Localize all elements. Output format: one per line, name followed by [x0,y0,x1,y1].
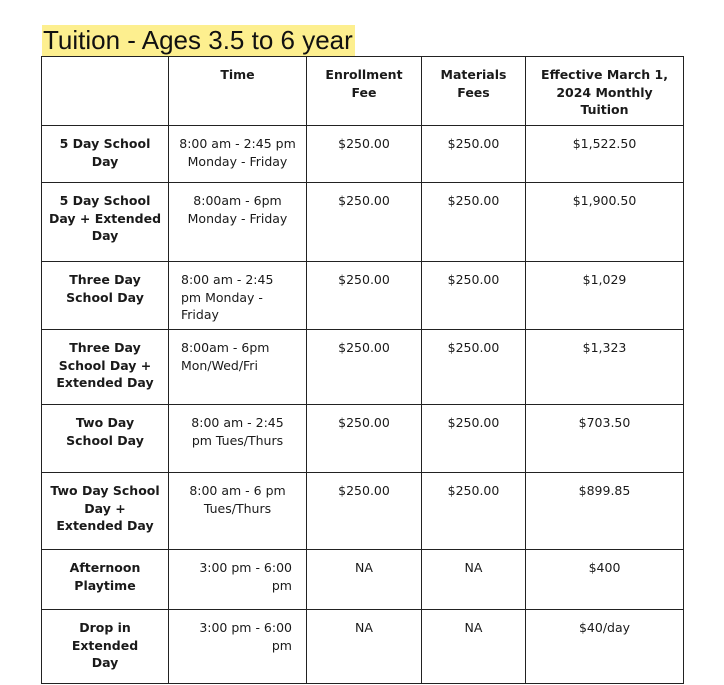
monthly-tuition: $1,029 [526,262,684,330]
table-row [42,610,684,684]
program-time: 8:00 am - 2:45 pm Monday - Friday [169,262,307,330]
program-time: 8:00am - 6pm Mon/Wed/Fri [169,330,307,405]
materials-fee: $250.00 [422,183,526,262]
materials-fee: NA [422,550,526,610]
program-time: 8:00 am - 6 pm Tues/Thurs [169,473,307,550]
table-row [42,183,684,262]
materials-fee: NA [422,610,526,684]
program-time: 3:00 pm - 6:00 pm [169,550,307,610]
table-row [42,126,684,183]
program-time: 8:00 am - 2:45 pm Monday - Friday [169,126,307,183]
tuition-table [41,56,684,684]
monthly-tuition: $899.85 [526,473,684,550]
table-row [42,405,684,473]
monthly-tuition: $703.50 [526,405,684,473]
document-title: Tuition - Ages 3.5 to 6 year [43,25,353,55]
program-name: Three Day School Day [42,262,169,330]
program-name: Afternoon Playtime [42,550,169,610]
table-row [42,473,684,550]
enrollment-fee: $250.00 [307,473,422,550]
enrollment-fee: $250.00 [307,330,422,405]
materials-fee: $250.00 [422,262,526,330]
program-name: 5 Day School Day [42,126,169,183]
monthly-tuition: $1,522.50 [526,126,684,183]
enrollment-fee: $250.00 [307,126,422,183]
monthly-tuition: $1,900.50 [526,183,684,262]
enrollment-fee: $250.00 [307,262,422,330]
header-row [42,57,684,126]
monthly-tuition: $400 [526,550,684,610]
program-time: 3:00 pm - 6:00 pm [169,610,307,684]
enrollment-fee: $250.00 [307,183,422,262]
program-time: 8:00 am - 2:45 pm Tues/Thurs [169,405,307,473]
monthly-tuition: $1,323 [526,330,684,405]
header-materials-fees: Materials Fees [422,57,526,126]
table-row [42,550,684,610]
table-row [42,262,684,330]
header-program [42,57,169,126]
program-time: 8:00am - 6pm Monday - Friday [169,183,307,262]
materials-fee: $250.00 [422,126,526,183]
table-row [42,330,684,405]
header-monthly-tuition: Effective March 1, 2024 Monthly Tuition [526,57,684,126]
program-name: Two Day School Day + Extended Day [42,473,169,550]
materials-fee: $250.00 [422,330,526,405]
program-name: Three Day School Day + Extended Day [42,330,169,405]
materials-fee: $250.00 [422,405,526,473]
materials-fee: $250.00 [422,473,526,550]
program-name: 5 Day School Day + Extended Day [42,183,169,262]
header-enrollment-fee: Enrollment Fee [307,57,422,126]
enrollment-fee: NA [307,550,422,610]
program-name: Two Day School Day [42,405,169,473]
enrollment-fee: $250.00 [307,405,422,473]
header-time: Time [169,57,307,126]
monthly-tuition: $40/day [526,610,684,684]
enrollment-fee: NA [307,610,422,684]
program-name: Drop in Extended Day [42,610,169,684]
